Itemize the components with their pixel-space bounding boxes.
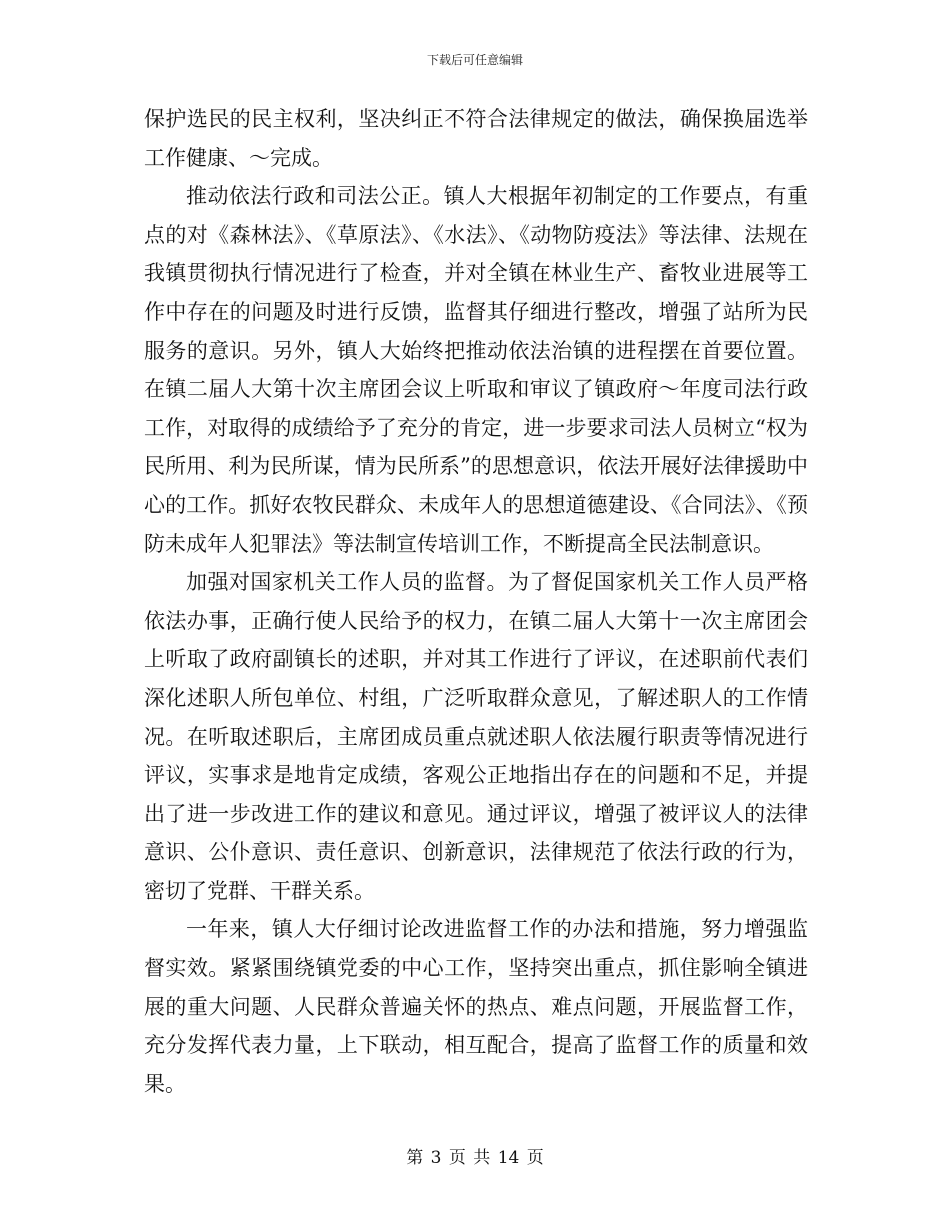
paragraph-year-summary: 一年来，镇人大仔细讨论改进监督工作的办法和措施，努力增强监督实效。紧紧围绕镇党委的中心工作，坚持突出重点，抓住影响全镇进展的重大问题、人民群众普遍关怀的热点、难点问题，开展监督工作，充分发挥代表力量，上下联动，相互配合，提高了监督工作的质量和效果。 <box>144 917 808 1096</box>
paragraph-rule-of-law: 推动依法行政和司法公正。镇人大根据年初制定的工作要点，有重点的对《森林法》、《草原法》、《水法》、《动物防疫法》等法律、法规在我镇贯彻执行情况进行了检查，并对全镇在林业生产、畜牧业进展等工作中存在的问题及时进行反馈，监督其仔细进行整改，增强了站所为民服务的意识。另外，镇人大始终把推动依法治镇的进程摆在首要位置。在镇二届人大第十次主席团会议上听取和审议了镇政府～年度司法行政工作，对取得的成绩给予了充分的肯定，进一步要求司法人员树立“权为民所用、利为民所谋，情为民所系”的思想意识，依法开展好法律援助中心的工作。抓好农牧民群众、未成年人的思想道德建设、《合同法》、《预防未成年人犯罪法》等法制宣传培训工作，不断提高全民法制意识。 <box>144 184 808 556</box>
page-header: 下载后可任意编辑 <box>426 53 523 67</box>
paragraph-continuation: 保护选民的民主权利，坚决纠正不符合法律规定的做法，确保换届选举工作健康、～完成。 <box>144 107 808 170</box>
document-body <box>144 100 808 1103</box>
paragraph-supervision-of-officials: 加强对国家机关工作人员的监督。为了督促国家机关工作人员严格依法办事，正确行使人民给予的权力，在镇二届人大第十一次主席团会上听取了政府副镇长的述职，并对其工作进行了评议，在述职前代表们深化述职人所包单位、村组，广泛听取群众意见，了解述职人的工作情况。在听取述职后，主席团成员重点就述职人依法履行职责等情况进行评议，实事求是地肯定成绩，客观公正地指出存在的问题和不足，并提出了进一步改进工作的建议和意见。通过评议，增强了被评议人的法律意识、公仆意识、责任意识、创新意识，法律规范了依法行政的行为，密切了党群、干群关系。 <box>144 570 808 903</box>
page-number: 第 3 页 共 14 页 <box>406 1148 544 1168</box>
